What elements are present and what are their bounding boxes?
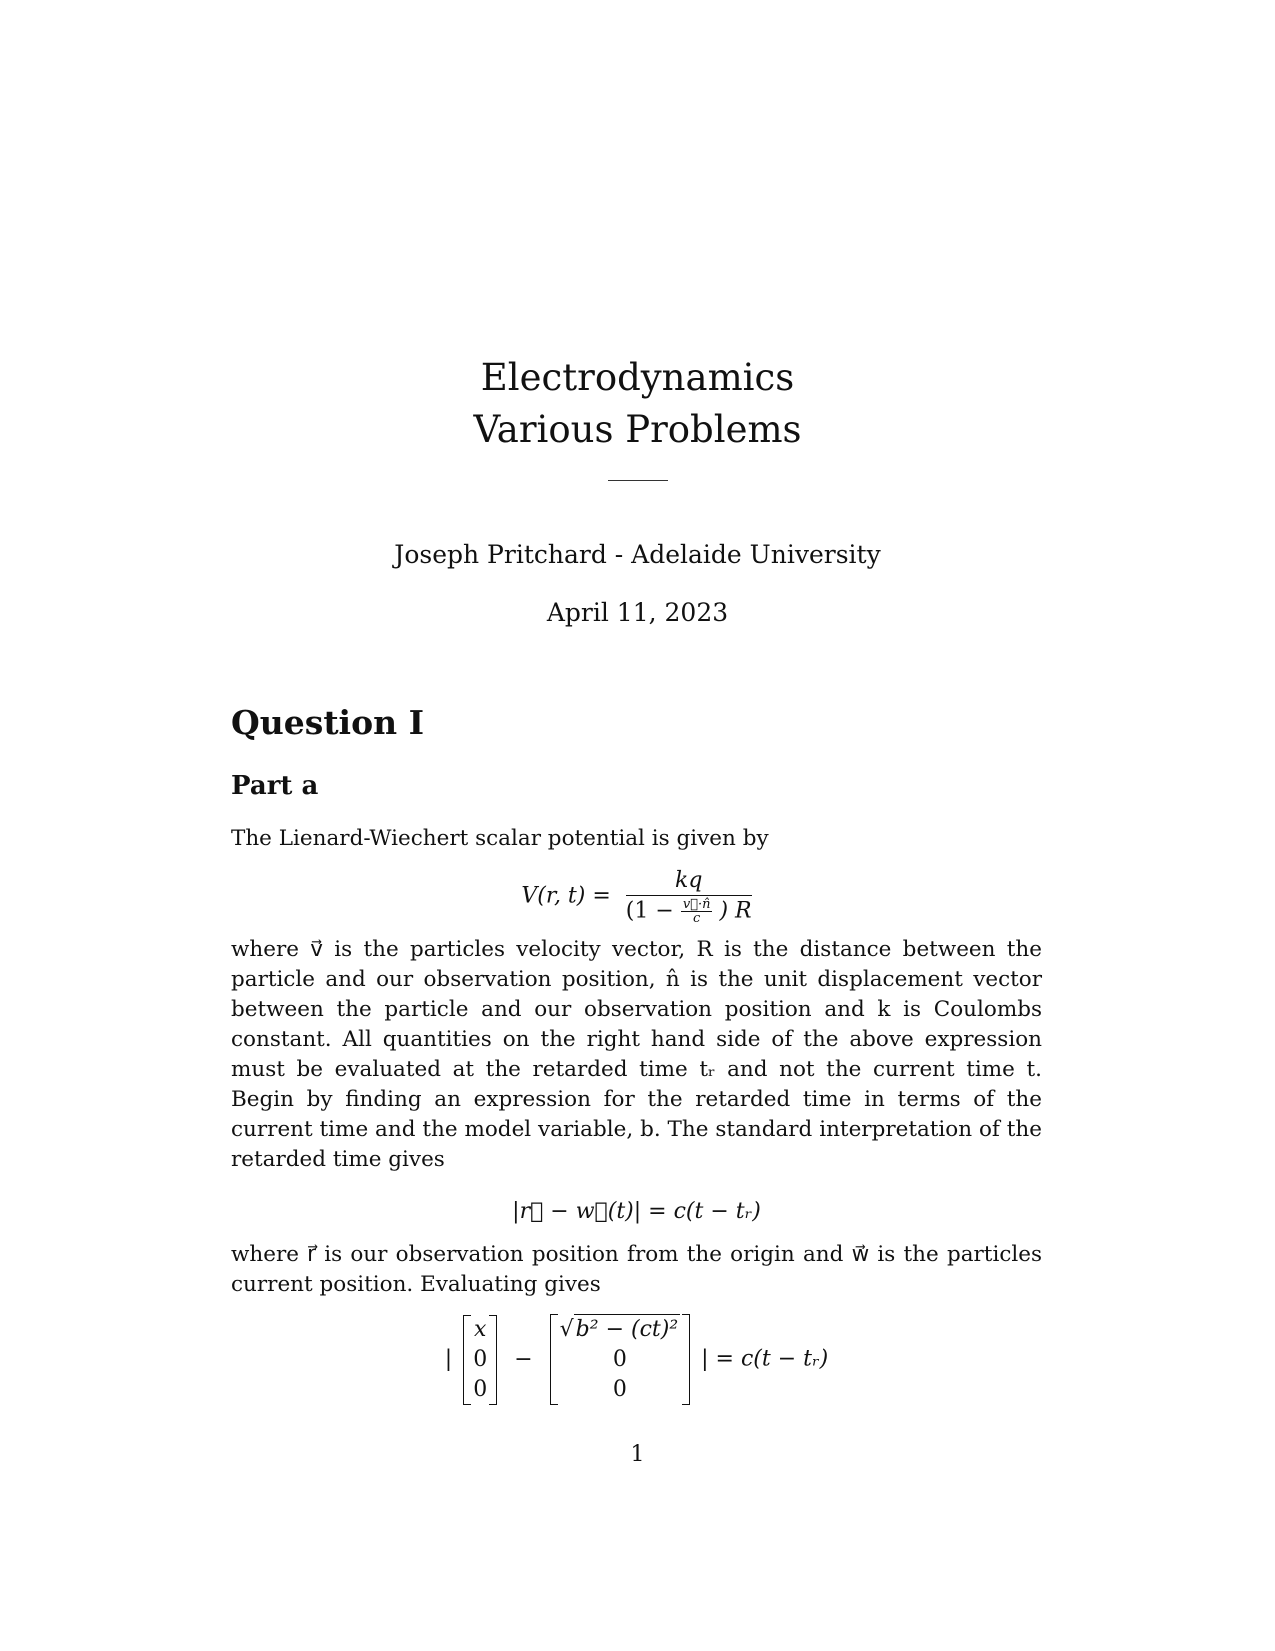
paragraph-definitions: where v⃗ is the particles velocity vector, R is the distance between the particle and our observation position, n̂ is the unit displacement vector between the particle and our observation position and k is Coulombs constant. All quantities on the right hand side of the above expression must be evaluated at the retarded time tᵣ and not the current time t. Begin by finding an expression for the retarded time in terms of the current time and the model variable, b. The standard interpretation of the retarded time gives [231, 937, 1042, 1172]
position-vector-matrix [463, 1315, 497, 1405]
subsection-heading: Part a [231, 771, 319, 801]
eq1-fraction [626, 868, 752, 925]
paragraph-evaluating: where r⃗ is our observation position from the origin and w⃗ is the particles current position. Evaluating gives [231, 1242, 1042, 1297]
title-block [0, 352, 1275, 481]
matrix2-cell-sqrt: √b² − (ct)² [560, 1314, 681, 1345]
matrix1-cell: 0 [473, 1346, 488, 1372]
eq1-den-open: (1 − [625, 898, 674, 924]
eq1-lhs: V(r, t) = [521, 883, 611, 909]
section-heading: Question I [231, 703, 425, 742]
matrix1-cell: 0 [473, 1376, 488, 1402]
date-line: April 11, 2023 [546, 598, 729, 627]
equation-retarded-time: |r⃗ − w⃗(t)| = c(t − tᵣ) [512, 1199, 761, 1224]
eq1-small-numerator: v⃗·n̂ [682, 897, 711, 912]
eq1-numerator: kq [626, 868, 752, 896]
sqrt-expression: b² − (ct)² [574, 1314, 680, 1345]
eq3-rhs: | = c(t − tᵣ) [701, 1346, 829, 1372]
eq1-denominator [626, 896, 752, 925]
intro-paragraph: The Lienard-Wiechert scalar potential is given by [231, 826, 769, 851]
eq3-left-bar: | [444, 1346, 453, 1372]
page-number: 1 [630, 1442, 645, 1467]
author-line: Joseph Pritchard - Adelaide University [394, 540, 881, 569]
matrix2-cell: 0 [612, 1347, 627, 1372]
matrix1-cell: x [473, 1316, 487, 1342]
title-rule [608, 480, 668, 481]
matrix2-cell: 0 [612, 1377, 627, 1402]
eq3-minus: − [514, 1346, 533, 1372]
equation-vector-form [231, 1314, 1042, 1405]
eq1-small-fraction [681, 898, 713, 925]
equation-potential [231, 868, 1042, 925]
document-title-line1: Electrodynamics [480, 356, 795, 399]
eq1-den-close: ) R [719, 898, 752, 924]
main-content [231, 700, 1042, 1405]
eq1-small-denominator: c [693, 911, 701, 926]
document-title-line2: Various Problems [473, 408, 802, 451]
particle-position-matrix [550, 1314, 691, 1405]
